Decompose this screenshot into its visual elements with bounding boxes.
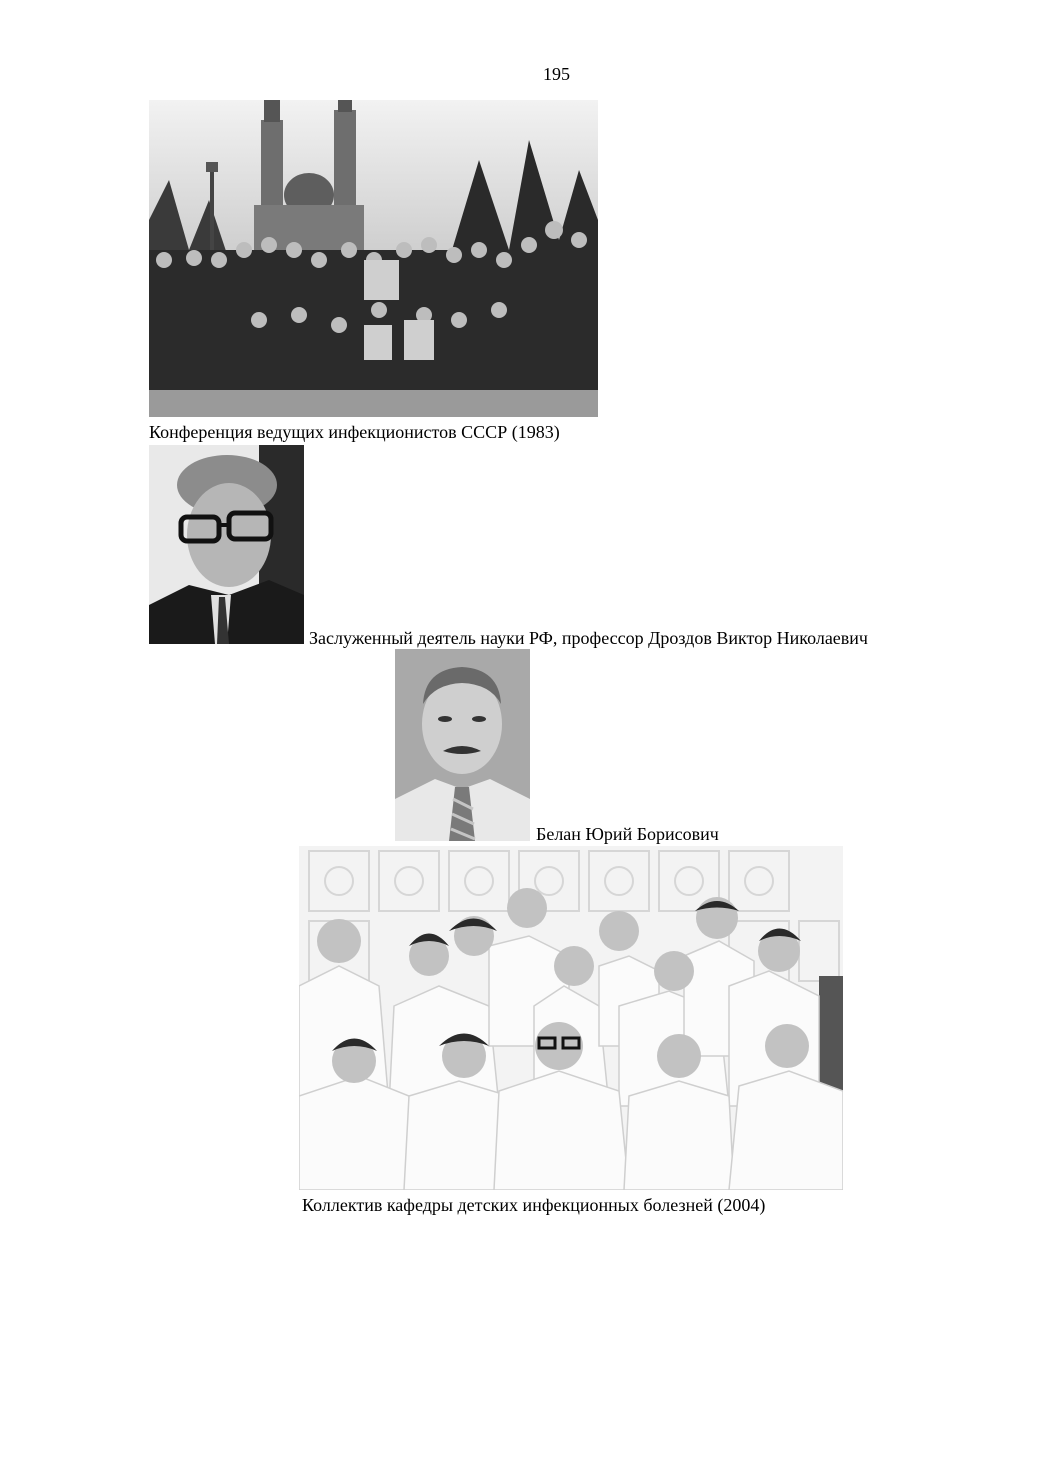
drozdov-portrait — [149, 445, 304, 644]
drozdov-caption: Заслуженный деятель науки РФ, профессор Дроздов Виктор Николаевич — [309, 628, 868, 648]
conference-caption: Конференция ведущих инфекционистов СССР (1983) — [149, 422, 560, 442]
page-number: 195 — [543, 64, 570, 84]
conference-group-photo — [149, 100, 598, 417]
belan-caption: Белан Юрий Борисович — [536, 824, 719, 844]
department-group-photo — [299, 846, 843, 1190]
belan-portrait — [395, 649, 530, 841]
department-caption: Коллектив кафедры детских инфекционных болезней (2004) — [302, 1195, 766, 1215]
